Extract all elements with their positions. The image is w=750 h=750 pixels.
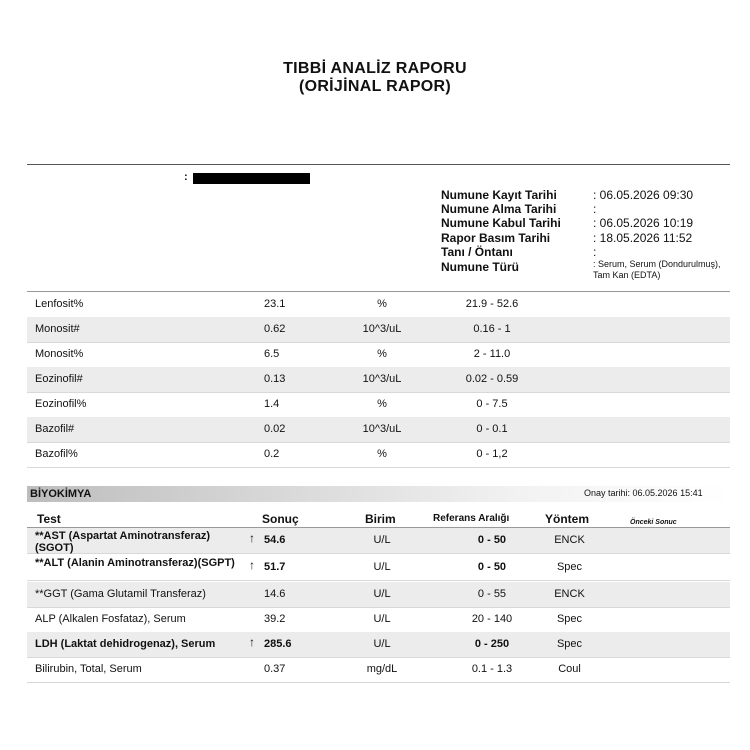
- test-reference: 0 - 0.1: [476, 423, 508, 435]
- test-value: 54.6: [264, 534, 286, 546]
- meta-value: :: [593, 245, 597, 259]
- meta-label: Numune Kayıt Tarihi: [441, 188, 557, 202]
- test-unit: U/L: [373, 534, 391, 546]
- approval-date: Onay tarihi: 06.05.2026 15:41: [584, 488, 703, 498]
- test-reference: 0.16 - 1: [473, 323, 511, 335]
- test-unit: U/L: [373, 613, 391, 625]
- test-reference: 0 - 50: [477, 561, 507, 573]
- test-unit: 10^3/uL: [362, 373, 402, 385]
- header-divider: [27, 164, 730, 165]
- test-value: 285.6: [264, 638, 292, 650]
- meta-label: Tanı / Öntanı: [441, 245, 513, 259]
- test-method: ENCK: [554, 588, 585, 600]
- test-unit: %: [377, 398, 387, 410]
- table-row: [27, 442, 730, 468]
- section-title: BİYOKİMYA: [30, 488, 92, 500]
- table-row: [27, 292, 730, 318]
- report-subtitle: (ORİJİNAL RAPOR): [298, 78, 452, 95]
- column-header-method: Yöntem: [545, 512, 590, 526]
- column-header-previous: Önceki Sonuc: [630, 519, 677, 526]
- meta-label: Numune Alma Tarihi: [441, 202, 557, 216]
- test-method: Spec: [556, 561, 583, 573]
- test-unit: U/L: [373, 588, 391, 600]
- table-row: [27, 582, 730, 608]
- column-header-reference: Referans Aralığı: [433, 513, 510, 524]
- test-value: 0.37: [264, 663, 286, 675]
- test-name: **GGT (Gama Glutamil Transferaz): [35, 588, 206, 600]
- test-value: 14.6: [264, 588, 286, 600]
- test-value: 0.62: [264, 323, 286, 335]
- test-reference: 0.02 - 0.59: [465, 373, 519, 385]
- table-row: [27, 417, 730, 443]
- test-value: 23.1: [264, 298, 286, 310]
- test-name: Monosit%: [35, 348, 84, 360]
- meta-label: Numune Türü: [441, 260, 519, 274]
- table-row: [27, 342, 730, 368]
- column-header-unit: Birim: [365, 512, 396, 526]
- test-method: ENCK: [554, 534, 585, 546]
- test-reference: 0 - 7.5: [476, 398, 508, 410]
- test-method: Coul: [558, 663, 581, 675]
- test-reference: 0 - 50: [477, 534, 507, 546]
- redacted-patient-name: [193, 173, 310, 184]
- test-unit: mg/dL: [366, 663, 398, 675]
- test-reference: 0.1 - 1.3: [471, 663, 513, 675]
- table-row: [27, 367, 730, 393]
- high-arrow-icon: ↑: [249, 635, 255, 649]
- test-reference: 2 - 11.0: [473, 348, 511, 360]
- test-value: 0.2: [264, 448, 280, 460]
- test-name: **AST (Aspartat Aminotransferaz)(SGOT): [35, 530, 211, 554]
- test-reference: 0 - 55: [477, 588, 507, 600]
- meta-label: Rapor Basım Tarihi: [441, 231, 551, 245]
- meta-value: : 06.05.2026 10:19: [593, 216, 694, 230]
- test-value: 1.4: [264, 398, 280, 410]
- test-unit: U/L: [373, 638, 391, 650]
- test-reference: 21.9 - 52.6: [465, 298, 519, 310]
- table-row: [27, 528, 730, 554]
- test-value: 51.7: [264, 561, 286, 573]
- table-row: [27, 632, 730, 658]
- meta-label: Numune Kabul Tarihi: [441, 216, 561, 230]
- test-name: Monosit#: [35, 323, 80, 335]
- test-name: Bazofil%: [35, 448, 78, 460]
- test-value: 39.2: [264, 613, 286, 625]
- test-name: **ALT (Alanin Aminotransferaz)(SGPT): [35, 557, 235, 569]
- test-method: Spec: [556, 613, 583, 625]
- meta-value: :: [593, 202, 597, 216]
- test-method: Spec: [556, 638, 583, 650]
- test-name: ALP (Alkalen Fosfataz), Serum: [35, 613, 186, 625]
- column-header-test: Test: [37, 512, 61, 526]
- test-unit: %: [377, 448, 387, 460]
- table-row: [27, 392, 730, 418]
- test-unit: %: [377, 348, 387, 360]
- test-unit: %: [377, 298, 387, 310]
- test-reference: 0 - 250: [474, 638, 510, 650]
- meta-value: : 18.05.2026 11:52: [593, 231, 693, 245]
- patient-name-colon: :: [184, 171, 188, 183]
- column-header-result: Sonuç: [262, 512, 299, 526]
- test-unit: 10^3/uL: [362, 323, 402, 335]
- test-value: 0.02: [264, 423, 286, 435]
- test-unit: 10^3/uL: [362, 423, 402, 435]
- test-name: Bazofil#: [35, 423, 75, 435]
- test-name: Bilirubin, Total, Serum: [35, 663, 142, 675]
- test-reference: 20 - 140: [471, 613, 513, 625]
- table-row: [27, 607, 730, 633]
- test-name: LDH (Laktat dehidrogenaz), Serum: [35, 638, 216, 650]
- table-row: [27, 657, 730, 683]
- test-unit: U/L: [373, 561, 391, 573]
- report-title: TIBBİ ANALİZ RAPORU: [283, 60, 467, 77]
- meta-value: : Serum, Serum (Dondurulmuş), Tam Kan (EDTA): [593, 259, 721, 280]
- high-arrow-icon: ↑: [249, 531, 255, 545]
- table-row: [27, 317, 730, 343]
- test-reference: 0 - 1,2: [476, 448, 508, 460]
- table-row: [27, 555, 730, 581]
- test-name: Lenfosit%: [35, 298, 84, 310]
- test-value: 6.5: [264, 348, 280, 360]
- test-name: Eozinofil%: [35, 398, 87, 410]
- test-name: Eozinofil#: [35, 373, 83, 385]
- test-value: 0.13: [264, 373, 286, 385]
- high-arrow-icon: ↑: [249, 558, 255, 572]
- meta-value: : 06.05.2026 09:30: [593, 188, 694, 202]
